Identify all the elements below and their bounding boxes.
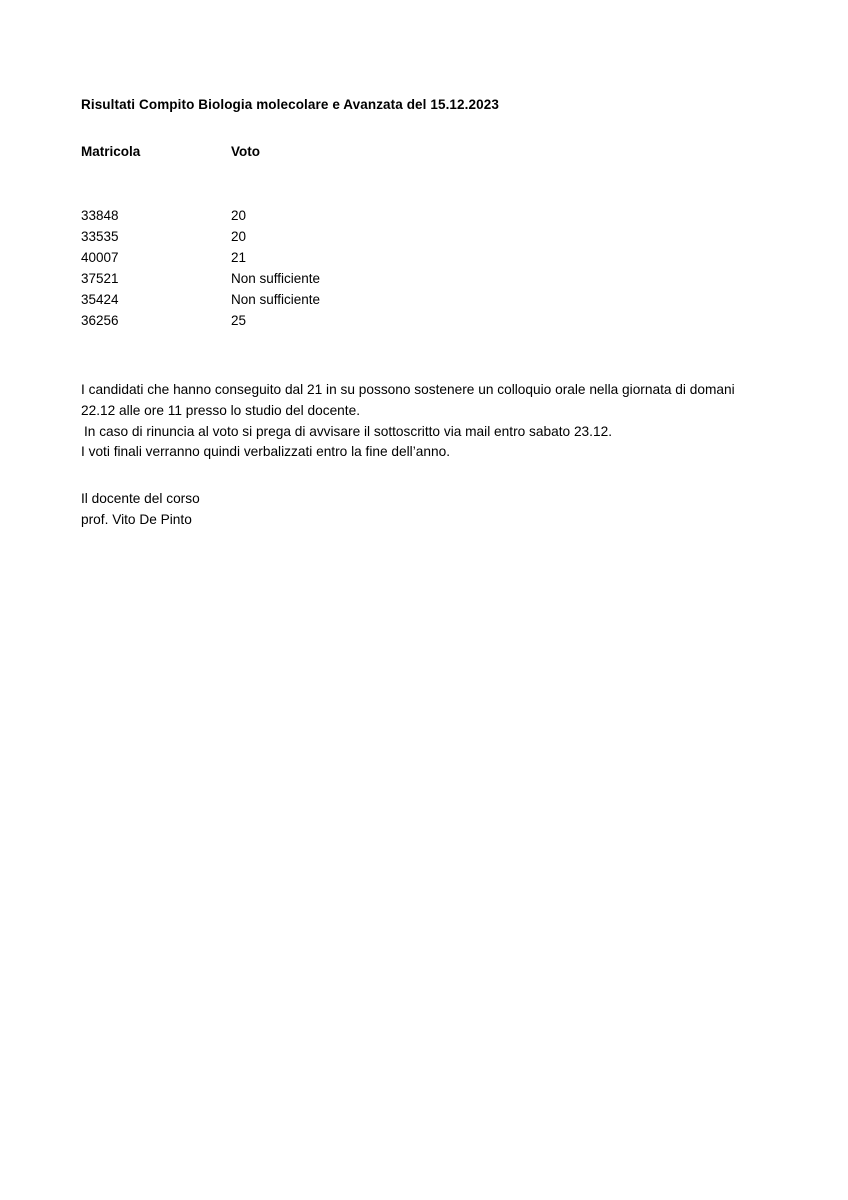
- cell-matricola: 33848: [81, 208, 119, 224]
- table-spacer-row: [81, 162, 320, 206]
- table-header-row: [81, 142, 320, 163]
- note-paragraph-withdrawal: In caso di rinuncia al voto si prega di avvisare il sottoscritto via mail entro sabato 23.12.: [84, 423, 612, 439]
- table-row: [81, 227, 320, 248]
- column-header-voto: Voto: [231, 143, 260, 159]
- table-body: [81, 162, 320, 332]
- table-row: [81, 311, 320, 332]
- page-title: Risultati Compito Biologia molecolare e Avanzata del 15.12.2023: [81, 97, 499, 112]
- cell-voto: 25: [231, 313, 247, 329]
- cell-voto: 20: [231, 229, 247, 245]
- cell-voto: Non sufficiente: [231, 292, 321, 308]
- signature-role: Il docente del corso: [81, 491, 200, 507]
- results-table: [81, 142, 320, 332]
- table-header: [81, 142, 320, 163]
- cell-voto: 20: [231, 208, 247, 224]
- notes-section: [81, 380, 768, 463]
- cell-voto: 21: [231, 250, 247, 266]
- note-paragraph-final-grades: I voti finali verranno quindi verbalizzati entro la fine dell’anno.: [81, 444, 451, 460]
- spacer-cell: [81, 162, 231, 206]
- signature-name: prof. Vito De Pinto: [81, 512, 192, 528]
- cell-matricola: 35424: [81, 292, 119, 308]
- cell-matricola: 37521: [81, 271, 119, 287]
- cell-matricola: 33535: [81, 229, 119, 245]
- table-row: [81, 290, 320, 311]
- column-header-matricola: Matricola: [81, 143, 141, 159]
- signature-block: [81, 489, 768, 531]
- table-row: [81, 248, 320, 269]
- cell-matricola: 36256: [81, 313, 119, 329]
- spacer-cell: [231, 162, 320, 206]
- cell-matricola: 40007: [81, 250, 119, 266]
- table-row: [81, 206, 320, 227]
- table-row: [81, 269, 320, 290]
- cell-voto: Non sufficiente: [231, 271, 321, 287]
- note-paragraph-oral-exam: I candidati che hanno conseguito dal 21 in su possono sostenere un colloquio orale nella giornata di domani 22.12 alle ore 11 presso lo studio del docente.: [81, 382, 735, 418]
